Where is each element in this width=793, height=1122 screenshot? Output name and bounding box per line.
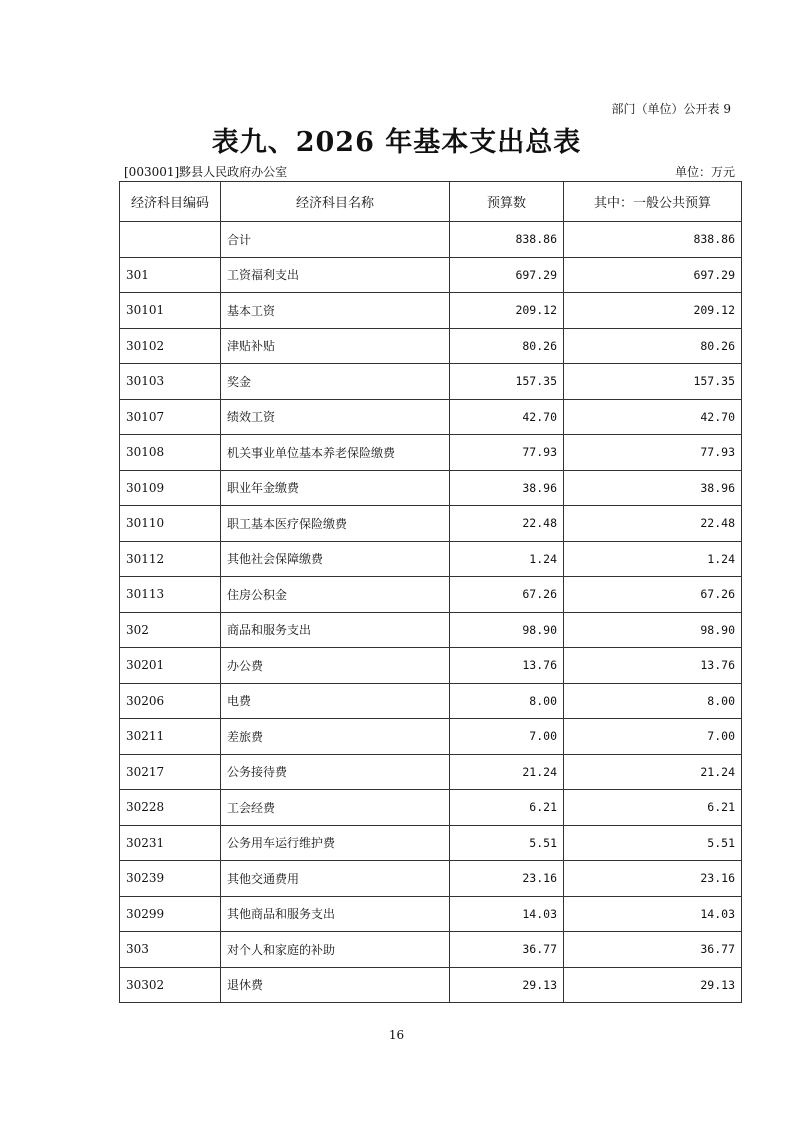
cell-name: 公务接待费 <box>221 754 450 790</box>
table-row <box>120 648 742 684</box>
table-row <box>120 967 742 1003</box>
cell-budget: 22.48 <box>450 506 564 542</box>
cell-name: 商品和服务支出 <box>221 612 450 648</box>
cell-budget: 29.13 <box>450 967 564 1003</box>
column-header-name: 经济科目名称 <box>221 182 450 222</box>
cell-code: 30103 <box>120 364 221 400</box>
table-header-row <box>120 182 742 222</box>
table-row <box>120 257 742 293</box>
cell-general-budget: 7.00 <box>564 719 742 755</box>
cell-general-budget: 36.77 <box>564 932 742 968</box>
cell-name: 公务用车运行维护费 <box>221 825 450 861</box>
cell-general-budget: 29.13 <box>564 967 742 1003</box>
table-row <box>120 541 742 577</box>
page-title: 表九、2026 年基本支出总表 <box>211 127 582 158</box>
cell-general-budget: 6.21 <box>564 790 742 826</box>
cell-code: 30239 <box>120 861 221 897</box>
cell-budget: 6.21 <box>450 790 564 826</box>
cell-budget: 38.96 <box>450 470 564 506</box>
cell-name: 其他交通费用 <box>221 861 450 897</box>
organization-label: [003001]黟县人民政府办公室 <box>124 165 288 179</box>
table-row <box>120 719 742 755</box>
cell-code: 30211 <box>120 719 221 755</box>
cell-name: 退休费 <box>221 967 450 1003</box>
cell-code: 30107 <box>120 399 221 435</box>
cell-budget: 23.16 <box>450 861 564 897</box>
cell-name: 住房公积金 <box>221 577 450 613</box>
cell-budget: 36.77 <box>450 932 564 968</box>
cell-general-budget: 23.16 <box>564 861 742 897</box>
cell-code: 301 <box>120 257 221 293</box>
cell-general-budget: 80.26 <box>564 328 742 364</box>
cell-budget: 42.70 <box>450 399 564 435</box>
table-number-label: 部门（单位）公开表 9 <box>611 102 731 116</box>
cell-budget: 209.12 <box>450 293 564 329</box>
cell-code: 30302 <box>120 967 221 1003</box>
cell-general-budget: 21.24 <box>564 754 742 790</box>
table-row <box>120 577 742 613</box>
table-row <box>120 790 742 826</box>
cell-code: 303 <box>120 932 221 968</box>
cell-code: 30201 <box>120 648 221 684</box>
cell-general-budget: 22.48 <box>564 506 742 542</box>
cell-general-budget: 8.00 <box>564 683 742 719</box>
table-row <box>120 506 742 542</box>
table-row <box>120 754 742 790</box>
cell-general-budget: 1.24 <box>564 541 742 577</box>
cell-code: 30108 <box>120 435 221 471</box>
cell-code: 302 <box>120 612 221 648</box>
cell-code: 30113 <box>120 577 221 613</box>
cell-general-budget: 697.29 <box>564 257 742 293</box>
cell-general-budget: 77.93 <box>564 435 742 471</box>
cell-code: 30228 <box>120 790 221 826</box>
table-row <box>120 293 742 329</box>
cell-name: 办公费 <box>221 648 450 684</box>
cell-name: 工资福利支出 <box>221 257 450 293</box>
cell-budget: 5.51 <box>450 825 564 861</box>
table-row <box>120 328 742 364</box>
cell-name: 工会经费 <box>221 790 450 826</box>
table-row <box>120 683 742 719</box>
cell-budget: 14.03 <box>450 896 564 932</box>
cell-budget: 21.24 <box>450 754 564 790</box>
table-row <box>120 612 742 648</box>
table-row <box>120 861 742 897</box>
cell-general-budget: 42.70 <box>564 399 742 435</box>
table-row <box>120 222 742 258</box>
cell-code: 30217 <box>120 754 221 790</box>
cell-name: 绩效工资 <box>221 399 450 435</box>
expenditure-table <box>119 181 742 1003</box>
unit-label: 单位：万元 <box>674 165 735 179</box>
cell-name: 基本工资 <box>221 293 450 329</box>
cell-budget: 7.00 <box>450 719 564 755</box>
cell-name: 合计 <box>221 222 450 258</box>
cell-name: 电费 <box>221 683 450 719</box>
cell-name: 其他社会保障缴费 <box>221 541 450 577</box>
cell-general-budget: 67.26 <box>564 577 742 613</box>
cell-budget: 1.24 <box>450 541 564 577</box>
table-row <box>120 825 742 861</box>
column-header-budget: 预算数 <box>450 182 564 222</box>
table-row <box>120 364 742 400</box>
cell-code: 30299 <box>120 896 221 932</box>
table-row <box>120 399 742 435</box>
cell-budget: 8.00 <box>450 683 564 719</box>
cell-name: 职业年金缴费 <box>221 470 450 506</box>
cell-name: 机关事业单位基本养老保险缴费 <box>221 435 450 471</box>
table-row <box>120 435 742 471</box>
cell-budget: 77.93 <box>450 435 564 471</box>
table-body <box>120 222 742 1003</box>
cell-code: 30206 <box>120 683 221 719</box>
cell-name: 其他商品和服务支出 <box>221 896 450 932</box>
cell-general-budget: 13.76 <box>564 648 742 684</box>
page-number: 16 <box>388 1028 405 1042</box>
cell-budget: 838.86 <box>450 222 564 258</box>
cell-code: 30112 <box>120 541 221 577</box>
cell-general-budget: 838.86 <box>564 222 742 258</box>
cell-budget: 80.26 <box>450 328 564 364</box>
table-row <box>120 470 742 506</box>
cell-general-budget: 157.35 <box>564 364 742 400</box>
cell-name: 职工基本医疗保险缴费 <box>221 506 450 542</box>
cell-general-budget: 98.90 <box>564 612 742 648</box>
cell-budget: 697.29 <box>450 257 564 293</box>
cell-code: 30101 <box>120 293 221 329</box>
cell-name: 差旅费 <box>221 719 450 755</box>
column-header-code: 经济科目编码 <box>120 182 221 222</box>
table-row <box>120 896 742 932</box>
cell-general-budget: 209.12 <box>564 293 742 329</box>
cell-general-budget: 14.03 <box>564 896 742 932</box>
cell-code: 30109 <box>120 470 221 506</box>
column-header-general-budget: 其中：一般公共预算 <box>564 182 742 222</box>
cell-code: 30102 <box>120 328 221 364</box>
cell-name: 津贴补贴 <box>221 328 450 364</box>
cell-general-budget: 5.51 <box>564 825 742 861</box>
table-row <box>120 932 742 968</box>
cell-budget: 98.90 <box>450 612 564 648</box>
cell-budget: 13.76 <box>450 648 564 684</box>
cell-name: 奖金 <box>221 364 450 400</box>
cell-code <box>120 222 221 258</box>
cell-budget: 157.35 <box>450 364 564 400</box>
cell-code: 30110 <box>120 506 221 542</box>
cell-budget: 67.26 <box>450 577 564 613</box>
cell-code: 30231 <box>120 825 221 861</box>
cell-general-budget: 38.96 <box>564 470 742 506</box>
cell-name: 对个人和家庭的补助 <box>221 932 450 968</box>
